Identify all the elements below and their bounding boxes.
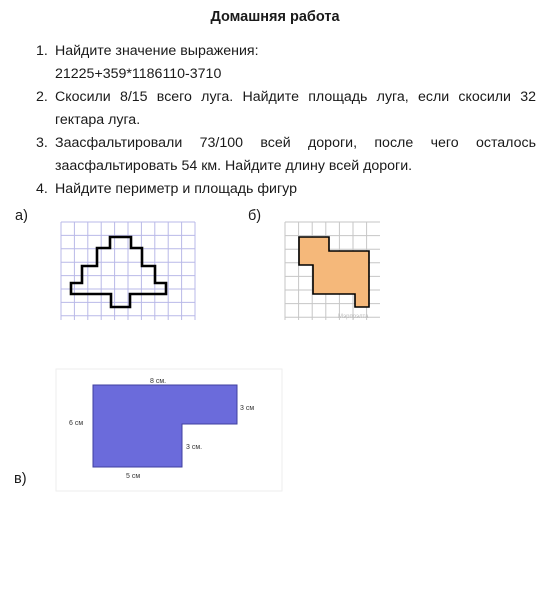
task-3-text: Заасфальтировали 73/100 всей дороги, после чего осталось заасфальтировать 54 км. Найдите длину всей дороги. [55,135,536,174]
dimension-inner: 3 см. [186,444,203,451]
page-title: Домашняя работа [210,9,340,25]
figure-a-label: а) [15,208,28,224]
figure-b-label: б) [248,208,262,224]
task-2-text: Скосили 8/15 всего луга. Найдите площадь луга, если скосили 32 гектара луга. [55,89,536,128]
task-number: 2. [36,89,48,105]
task-number: 4. [36,181,48,197]
task-1-expression: 21225+359*1186110-3710 [55,66,222,82]
task-1-text: Найдите значение выражения: [55,43,259,59]
dimension-right: 3 см [240,405,255,412]
dimension-top: 8 см. [150,378,167,385]
figure-v-label: в) [14,471,27,487]
dimension-bottom: 5 см [126,473,141,480]
task-number: 3. [36,135,48,151]
task-4-text: Найдите периметр и площадь фигур [55,181,297,197]
dimension-left: 6 см [69,420,84,427]
figure-b-watermark: Мэрпрэлта [338,314,369,320]
task-number: 1. [36,43,48,59]
